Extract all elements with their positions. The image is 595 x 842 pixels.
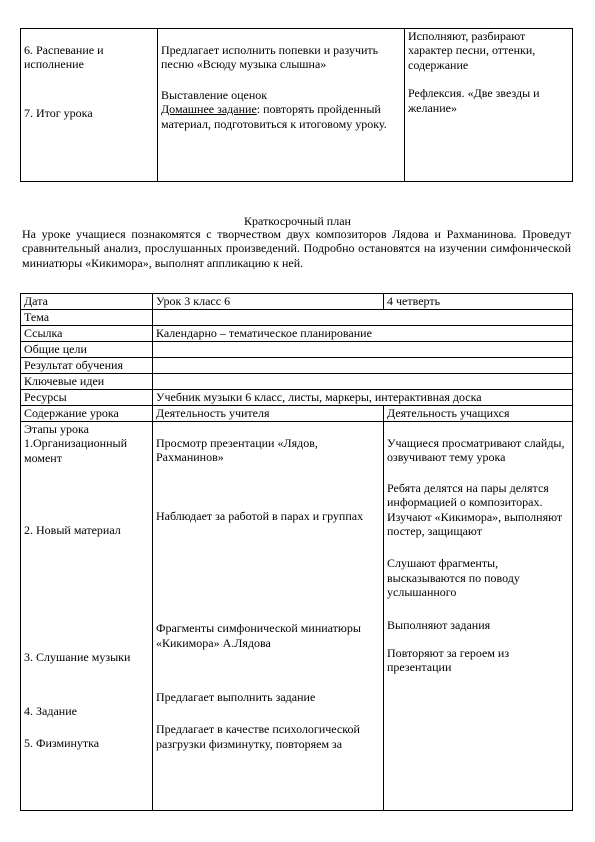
plan-table — [20, 293, 573, 811]
row-value: Урок 3 класс 6 — [153, 294, 384, 310]
students-4: Выполняют задания — [387, 617, 491, 632]
row-extra: 4 четверть — [384, 294, 573, 310]
students-column — [384, 422, 573, 811]
row-value — [153, 358, 573, 374]
row-label: Ресурсы — [21, 390, 153, 406]
row-value — [153, 310, 573, 326]
stage-5: 5. Физминутка — [24, 736, 100, 751]
row-value — [153, 374, 573, 390]
stage-3: 3. Слушание музыки — [24, 649, 131, 664]
teacher-3: Фрагменты симфонической миниатюры «Кикимора» А.Лядова — [156, 621, 361, 650]
students-cell — [405, 29, 573, 182]
table-row — [21, 310, 573, 326]
table-header-row — [21, 406, 573, 422]
table-row — [21, 326, 573, 342]
teacher-1: Просмотр презентации «Лядов, Рахманинов» — [156, 436, 318, 465]
row-label: Ссылка — [21, 326, 153, 342]
plan-title: Краткосрочный план — [244, 214, 351, 228]
students-2: Ребята делятся на пары делятся информацией о композиторах. Изучают «Кикимора», выполняют постер, защищают — [387, 480, 563, 538]
stage-4: 4. Задание — [24, 703, 77, 718]
row-value — [153, 342, 573, 358]
homework-label: Домашнее задание — [161, 102, 257, 117]
teacher-item-6: Предлагает исполнить попевки и разучить песню «Всюду музыка слышна» — [161, 43, 379, 72]
row-label: Тема — [21, 310, 153, 326]
table-row — [21, 342, 573, 358]
row-value: Учебник музыки 6 класс, листы, маркеры, интерактивная доска — [153, 390, 573, 406]
table-row — [21, 358, 573, 374]
teacher-column — [153, 422, 384, 811]
header-content: Содержание урока — [21, 406, 153, 422]
students-1: Учащиеся просматривают слайды, озвучивают тему урока — [387, 436, 565, 465]
row-label: Дата — [21, 294, 153, 310]
header-students: Деятельность учащихся — [384, 406, 573, 422]
stage-cell — [21, 29, 158, 182]
table-row — [21, 390, 573, 406]
teacher-item-7: Выставление оценок — [161, 87, 268, 102]
students-item-7: Рефлексия. «Две звезды и желание» — [408, 86, 540, 115]
header-teacher: Деятельность учителя — [153, 406, 384, 422]
stage-1: 1.Организационный момент — [24, 436, 127, 465]
stages-heading: Этапы урока — [24, 422, 89, 436]
stage-2: 2. Новый материал — [24, 523, 121, 538]
table-row — [21, 294, 573, 310]
stages-row — [21, 422, 573, 811]
teacher-cell — [158, 29, 405, 182]
row-label: Общие цели — [21, 342, 153, 358]
stages-column — [21, 422, 153, 811]
row-label: Результат обучения — [21, 358, 153, 374]
row-label: Ключевые идеи — [21, 374, 153, 390]
teacher-4: Предлагает выполнить задание — [156, 689, 316, 704]
intro-paragraph: На уроке учащиеся познакомятся с творчеством двух композиторов Лядова и Рахманинова. Проведут сравнительный анализ, прослушанных произведений. Подробно остановятся на изучении симфонической миниатюры «Кикимора», выполнят аппликацию к ней. — [22, 227, 571, 270]
teacher-2: Наблюдает за работой в парах и группах — [156, 508, 364, 523]
row-value: Календарно – тематическое планирование — [153, 326, 573, 342]
table-row — [21, 374, 573, 390]
stage-6: 6. Распевание и исполнение — [24, 43, 104, 72]
students-item-6: Исполняют, разбирают характер песни, оттенки, содержание — [408, 29, 536, 72]
students-5: Повторяют за героем из презентации — [387, 645, 510, 675]
homework-text: : повторять пройденный материал, подготовиться к итоговому уроку. — [161, 102, 387, 131]
stage-7: 7. Итог урока — [24, 105, 93, 120]
teacher-5: Предлагает в качестве психологической разгрузки физминутку, повторяем за — [156, 722, 360, 751]
top-table — [20, 28, 573, 182]
students-3: Слушают фрагменты, высказываются по поводу услышанного — [387, 556, 520, 600]
